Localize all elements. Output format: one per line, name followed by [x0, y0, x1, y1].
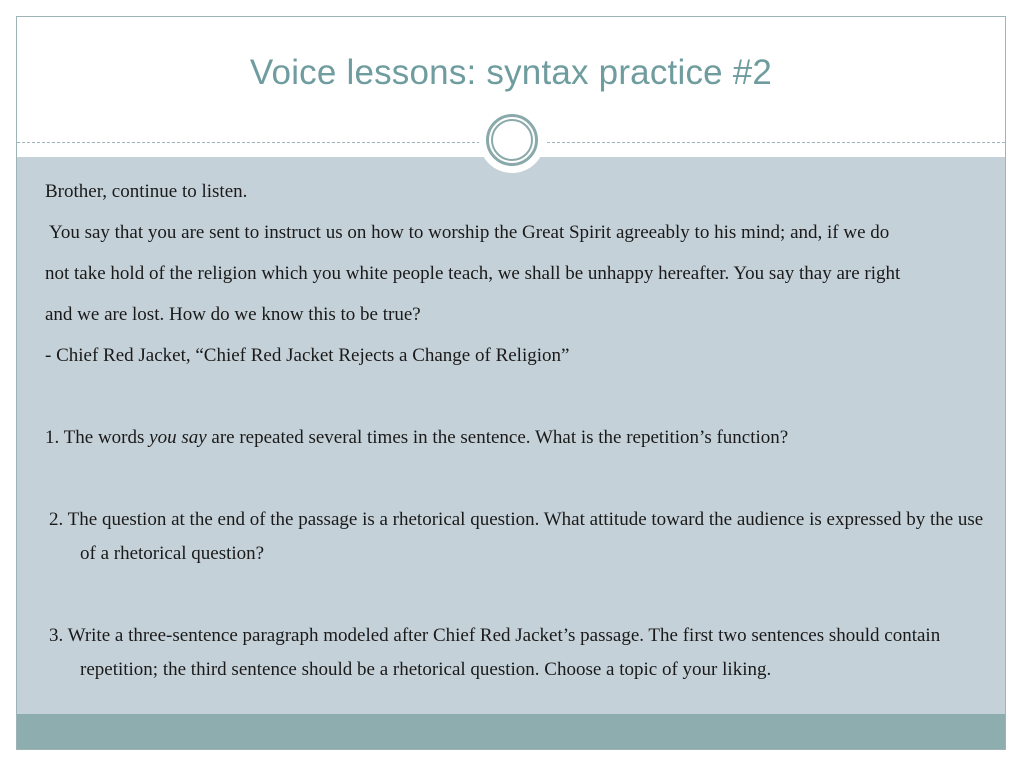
- question-1-suffix: are repeated several times in the sentence. What is the repetition’s function?: [206, 427, 789, 448]
- question-3: 3. Write a three-sentence paragraph modeled after Chief Red Jacket’s passage. The first two sentences should contain repetition; the third sentence should be a rhetorical question. Choose a topic of your liking.: [49, 625, 941, 680]
- footer-band: [17, 714, 1005, 749]
- slide-title: Voice lessons: syntax practice #2: [249, 53, 773, 92]
- passage-line-1: Brother, continue to listen.: [45, 181, 248, 202]
- spacer: [45, 462, 985, 503]
- question-1: [45, 421, 985, 455]
- passage-line-4: and we are lost. How do we know this to be true?: [45, 304, 421, 325]
- spacer: [45, 380, 985, 421]
- slide: [16, 16, 1006, 750]
- question-1-prefix: 1. The words: [45, 427, 150, 448]
- spacer: [45, 578, 985, 619]
- passage-attribution: - Chief Red Jacket, “Chief Red Jacket Rejects a Change of Religion”: [45, 345, 570, 366]
- passage-line-3: not take hold of the religion which you white people teach, we shall be unhappy hereafter. You say thay are right: [45, 263, 901, 284]
- question-2: 2. The question at the end of the passage is a rhetorical question. What attitude toward the audience is expressed by the use of a rhetorical question?: [49, 509, 984, 564]
- slide-body: [45, 175, 985, 694]
- question-1-emphasis: you say: [149, 427, 207, 448]
- ornament-inner-ring: [491, 119, 533, 161]
- passage-line-2: You say that you are sent to instruct us on how to worship the Great Spirit agreeably to his mind; and, if we do: [49, 222, 890, 243]
- circle-ornament-icon: [479, 107, 545, 173]
